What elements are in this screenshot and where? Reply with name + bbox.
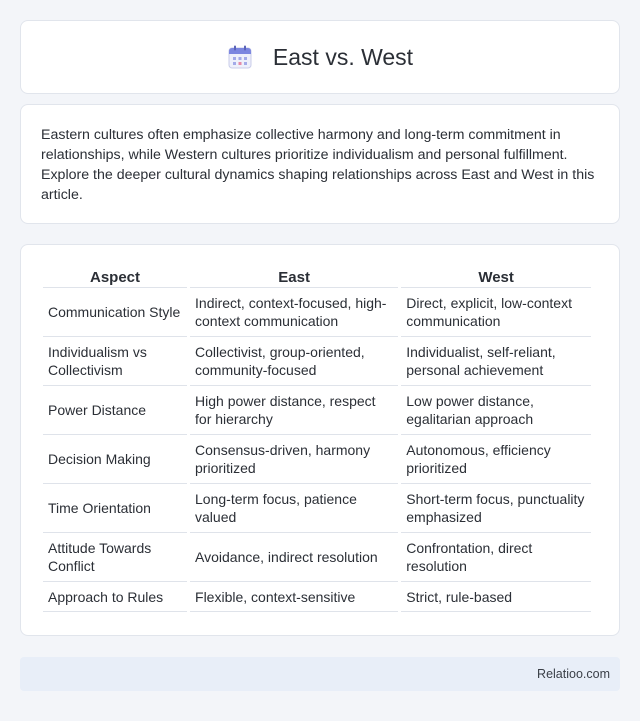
east-cell: Long-term focus, patience valued (190, 484, 398, 533)
title-card (20, 20, 620, 94)
header-aspect: Aspect (43, 265, 187, 288)
aspect-cell: Decision Making (43, 435, 187, 484)
west-cell: Strict, rule-based (401, 582, 591, 612)
aspect-cell: Approach to Rules (43, 582, 187, 612)
aspect-cell: Attitude Towards Conflict (43, 533, 187, 582)
page-title: East vs. West (272, 43, 414, 70)
table-header-row (43, 265, 591, 288)
footer-brand: Relatioo.com (537, 667, 610, 681)
west-cell: Short-term focus, punctuality emphasized (401, 484, 591, 533)
table-row (43, 386, 591, 435)
west-cell: Autonomous, efficiency prioritized (401, 435, 591, 484)
header-west: West (401, 265, 591, 288)
west-cell: Direct, explicit, low-context communication (401, 288, 591, 337)
table-row (43, 288, 591, 337)
east-cell: Consensus-driven, harmony prioritized (190, 435, 398, 484)
east-cell: Collectivist, group-oriented, community-focused (190, 337, 398, 386)
table-row (43, 484, 591, 533)
table-row (43, 337, 591, 386)
table-row (43, 533, 591, 582)
table-row (43, 582, 591, 612)
east-cell: High power distance, respect for hierarchy (190, 386, 398, 435)
comparison-card (20, 244, 620, 636)
table-row (43, 435, 591, 484)
aspect-cell: Time Orientation (43, 484, 187, 533)
east-cell: Avoidance, indirect resolution (190, 533, 398, 582)
intro-card (20, 104, 620, 224)
footer (20, 657, 620, 691)
comparison-table (40, 265, 594, 612)
aspect-cell: Communication Style (43, 288, 187, 337)
aspect-cell: Power Distance (43, 386, 187, 435)
west-cell: Confrontation, direct resolution (401, 533, 591, 582)
west-cell: Low power distance, egalitarian approach (401, 386, 591, 435)
west-cell: Individualist, self-reliant, personal achievement (401, 337, 591, 386)
header-east: East (190, 265, 398, 288)
east-cell: Flexible, context-sensitive (190, 582, 398, 612)
intro-text: Eastern cultures often emphasize collective harmony and long-term commitment in relationships, while Western cultures prioritize individualism and personal fulfillment. Explore the deeper cultural dynamics shaping relationships across East and West in this article. (41, 127, 595, 203)
aspect-cell: Individualism vs Collectivism (43, 337, 187, 386)
calendar-icon (227, 44, 253, 70)
east-cell: Indirect, context-focused, high-context communication (190, 288, 398, 337)
